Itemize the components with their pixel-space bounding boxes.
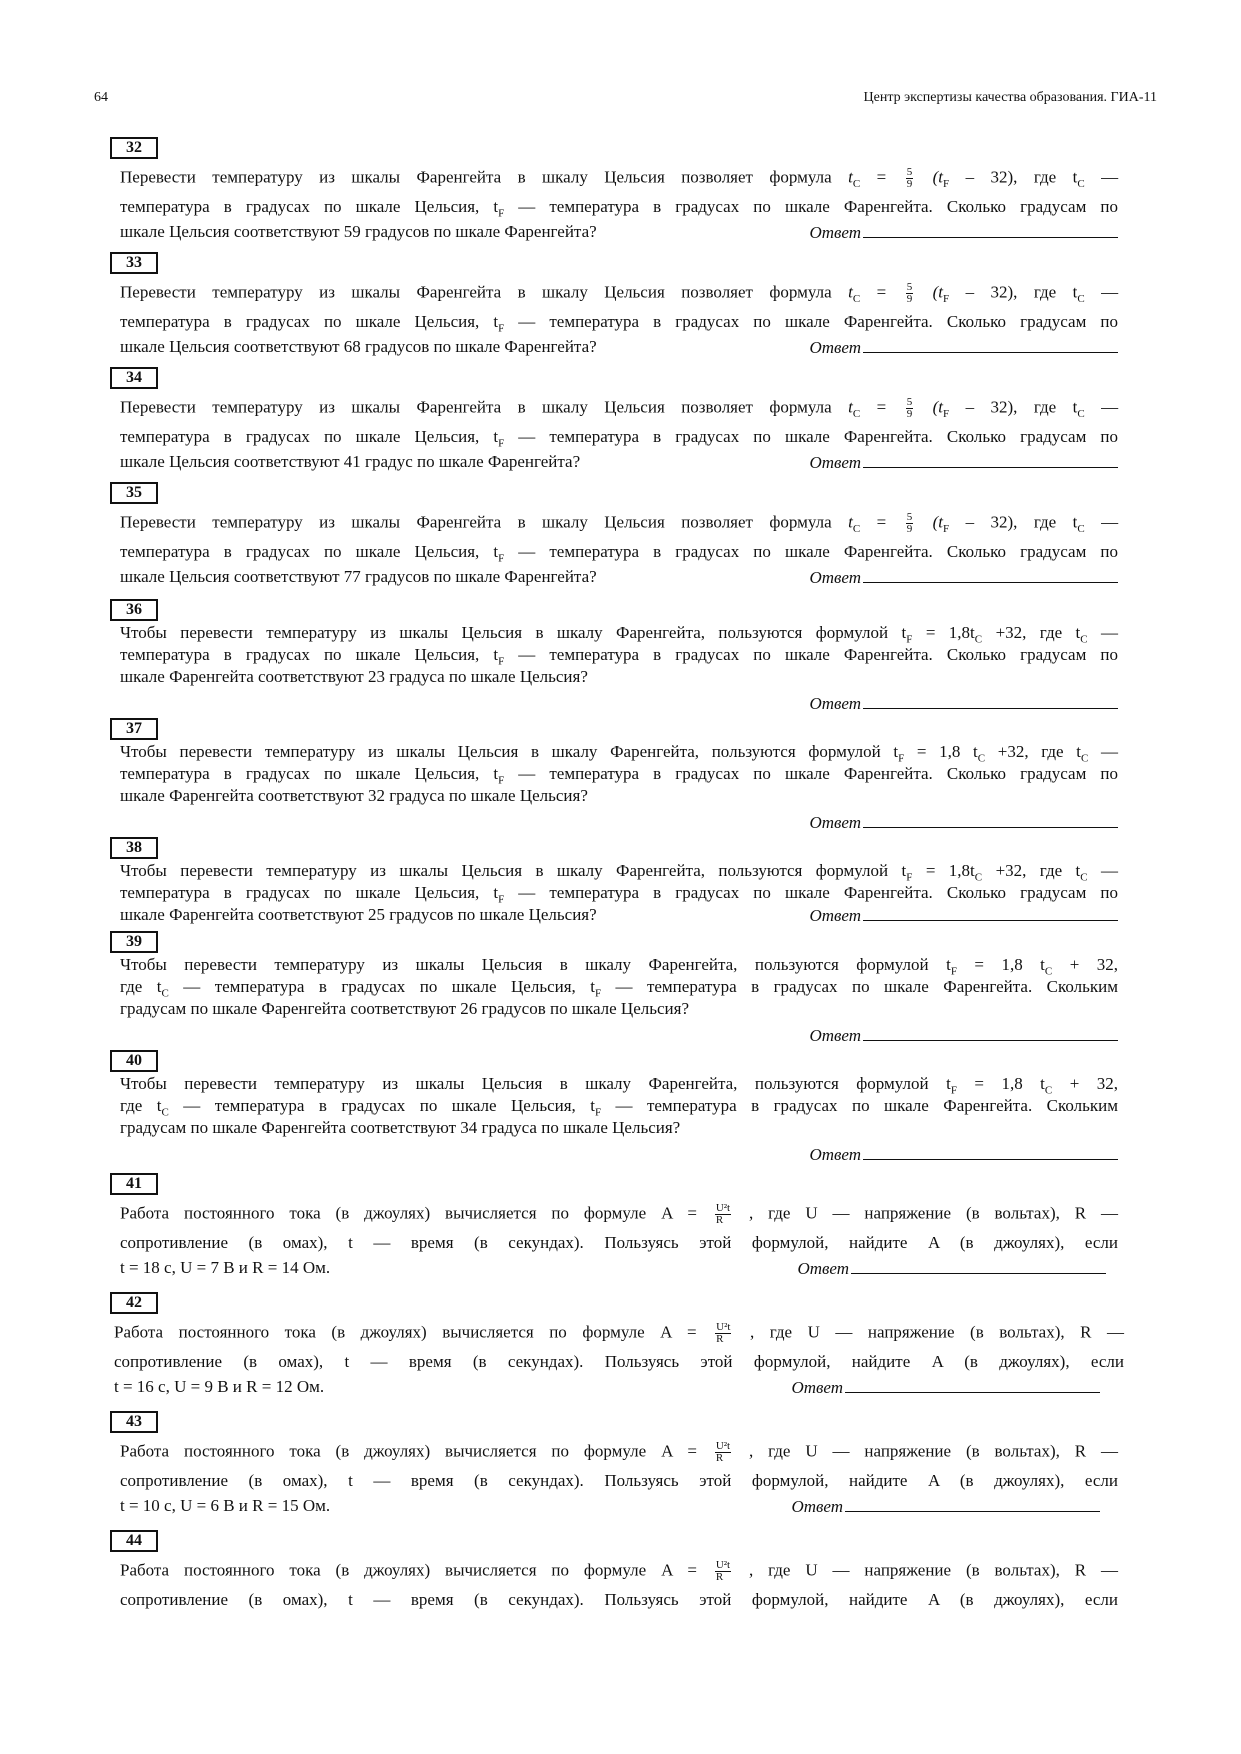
task-40 xyxy=(120,1050,1118,1165)
answer-field[interactable]: Ответ xyxy=(809,812,1118,833)
task-text-line: температура в градусах по шкале Цельсия, $t_F$ — температура в градусах по шкале Фаренгейта. Сколько градусам по xyxy=(120,427,1118,450)
task-text-line: Чтобы перевести температуру из шкалы Цельсия в шкалу Фаренгейта, пользуются формулой $t_F = 1,8$ $t_C + 32$, xyxy=(120,955,1119,978)
task-text-line: сопротивление (в омах), t — время (в секундах). Пользуясь этой формулой, найдите A (в джоулях), если xyxy=(120,1471,1118,1490)
task-number: 38 xyxy=(110,837,158,859)
task-text-line: Работа постоянного тока (в джоулях) вычисляется по формуле A = $\frac{\text{U²t}}{R}$ , где U — напряжение (в вольтах), R — xyxy=(120,1202,1119,1226)
fraction: $\frac{\text{U²t}}{R}$ xyxy=(716,1321,731,1345)
task-39 xyxy=(120,931,1118,1046)
task-text-line: шкале Цельсия соответствуют 68 градусов по шкале Фаренгейта? xyxy=(120,337,597,356)
task-text-line: где $t_C$ — температура в градусах по шкале Цельсия, $t_F$ — температура в градусах по шкале Фаренгейта. Скольким xyxy=(120,977,1119,1000)
task-number: 36 xyxy=(110,599,158,621)
answer-field[interactable]: Ответ xyxy=(797,1258,1106,1279)
answer-field[interactable]: Ответ xyxy=(809,567,1118,588)
task-text-line: где $t_C$ — температура в градусах по шкале Цельсия, $t_F$ — температура в градусах по шкале Фаренгейта. Скольким xyxy=(120,1096,1119,1119)
task-38 xyxy=(120,837,1118,932)
task-text-line: шкале Цельсия соответствуют 59 градусов по шкале Фаренгейта? xyxy=(120,222,597,241)
task-number: 33 xyxy=(110,252,158,274)
task-text-line: Работа постоянного тока (в джоулях) вычисляется по формуле A = $\frac{\text{U²t}}{R}$ , где U — напряжение (в вольтах), R — xyxy=(114,1321,1125,1345)
task-text-line: Перевести температуру из шкалы Фаренгейта в шкалу Цельсия позволяет формула $t_C$ = $\frac{5}{9}$ $(t_F - 32)$, где $t_C$ — xyxy=(120,396,1119,420)
fraction: $\frac{5}{9}$ xyxy=(906,281,913,305)
task-text-line: t = 16 с, U = 9 В и R = 12 Ом. xyxy=(114,1377,325,1396)
task-42 xyxy=(114,1292,1124,1407)
task-34 xyxy=(120,367,1118,477)
task-32 xyxy=(120,137,1118,247)
header-title: Центр экспертизы качества образования. ГИА-11 xyxy=(863,90,1157,105)
task-text-line: шкале Цельсия соответствуют 77 градусов по шкале Фаренгейта? xyxy=(120,567,597,586)
task-number: 34 xyxy=(110,367,158,389)
task-text-line: температура в градусах по шкале Цельсия, $t_F$ — температура в градусах по шкале Фаренгейта. Сколько градусам по xyxy=(120,764,1118,787)
task-text-line: Чтобы перевести температуру из шкалы Цельсия в шкалу Фаренгейта, пользуются формулой $t_F = 1,8$ $t_C +32$, где $t_C$ — xyxy=(120,742,1119,765)
task-text-line: сопротивление (в омах), t — время (в секундах). Пользуясь этой формулой, найдите A (в джоулях), если xyxy=(114,1352,1124,1371)
task-text-line: сопротивление (в омах), t — время (в секундах). Пользуясь этой формулой, найдите A (в джоулях), если xyxy=(120,1590,1118,1609)
page-number: 64 xyxy=(94,90,108,105)
answer-field[interactable]: Ответ xyxy=(809,452,1118,473)
task-text-line: температура в градусах по шкале Цельсия, $t_F$ — температура в градусах по шкале Фаренгейта. Сколько градусам по xyxy=(120,312,1118,335)
task-text-line: шкале Фаренгейта соответствуют 32 градуса по шкале Цельсия? xyxy=(120,786,588,805)
page-header xyxy=(94,90,1157,110)
task-text-line: Перевести температуру из шкалы Фаренгейта в шкалу Цельсия позволяет формула $t_C$ = $\frac{5}{9}$ $(t_F - 32)$, где $t_C$ — xyxy=(120,166,1119,190)
task-43 xyxy=(120,1411,1118,1526)
task-36 xyxy=(120,599,1118,714)
task-text-line: температура в градусах по шкале Цельсия, $t_F$ — температура в градусах по шкале Фаренгейта. Сколько градусам по xyxy=(120,542,1118,565)
task-text-line: шкале Фаренгейта соответствуют 25 градусов по шкале Цельсия? xyxy=(120,905,597,924)
answer-field[interactable]: Ответ xyxy=(809,337,1118,358)
task-number: 43 xyxy=(110,1411,158,1433)
task-number: 39 xyxy=(110,931,158,953)
task-text-line: Перевести температуру из шкалы Фаренгейта в шкалу Цельсия позволяет формула $t_C$ = $\frac{5}{9}$ $(t_F - 32)$, где $t_C$ — xyxy=(120,281,1119,305)
task-number: 40 xyxy=(110,1050,158,1072)
task-number: 35 xyxy=(110,482,158,504)
task-text-line: градусам по шкале Фаренгейта соответствуют 34 градуса по шкале Цельсия? xyxy=(120,1118,681,1137)
answer-field[interactable]: Ответ xyxy=(809,1025,1118,1046)
answer-field[interactable]: Ответ xyxy=(809,222,1118,243)
task-37 xyxy=(120,718,1118,833)
fraction: $\frac{\text{U²t}}{R}$ xyxy=(715,1440,731,1464)
task-text-line: сопротивление (в омах), t — время (в секундах). Пользуясь этой формулой, найдите A (в джоулях), если xyxy=(120,1233,1118,1252)
task-number: 32 xyxy=(110,137,158,159)
task-41 xyxy=(120,1173,1118,1288)
task-44 xyxy=(120,1530,1118,1620)
task-number: 44 xyxy=(110,1530,158,1552)
answer-field[interactable]: Ответ xyxy=(809,905,1118,926)
task-text-line: температура в градусах по шкале Цельсия, $t_F$ — температура в градусах по шкале Фаренгейта. Сколько градусам по xyxy=(120,883,1118,906)
task-text-line: t = 18 с, U = 7 В и R = 14 Ом. xyxy=(120,1258,331,1277)
answer-field[interactable]: Ответ xyxy=(809,1144,1118,1165)
task-text-line: температура в градусах по шкале Цельсия, $t_F$ — температура в градусах по шкале Фаренгейта. Сколько градусам по xyxy=(120,197,1118,220)
task-text-line: градусам по шкале Фаренгейта соответствуют 26 градусов по шкале Цельсия? xyxy=(120,999,689,1018)
task-text-line: шкале Цельсия соответствуют 41 градус по шкале Фаренгейта? xyxy=(120,452,581,471)
task-number: 41 xyxy=(110,1173,158,1195)
answer-field[interactable]: Ответ xyxy=(791,1496,1100,1517)
task-text-line: Работа постоянного тока (в джоулях) вычисляется по формуле A = $\frac{\text{U²t}}{R}$ , где U — напряжение (в вольтах), R — xyxy=(120,1559,1119,1583)
task-text-line: температура в градусах по шкале Цельсия, $t_F$ — температура в градусах по шкале Фаренгейта. Сколько градусам по xyxy=(120,645,1118,668)
task-text-line: Чтобы перевести температуру из шкалы Цельсия в шкалу Фаренгейта, пользуются формулой $t_F = 1,8t_C +32$, где $t_C$ — xyxy=(120,623,1119,646)
answer-field[interactable]: Ответ xyxy=(809,693,1118,714)
fraction: $\frac{5}{9}$ xyxy=(906,511,913,535)
task-number: 37 xyxy=(110,718,158,740)
fraction: $\frac{\text{U²t}}{R}$ xyxy=(715,1202,731,1226)
task-text-line: Чтобы перевести температуру из шкалы Цельсия в шкалу Фаренгейта, пользуются формулой $t_F = 1,8$ $t_C + 32$, xyxy=(120,1074,1119,1097)
task-text-line: Работа постоянного тока (в джоулях) вычисляется по формуле A = $\frac{\text{U²t}}{R}$ , где U — напряжение (в вольтах), R — xyxy=(120,1440,1119,1464)
task-text-line: шкале Фаренгейта соответствуют 23 градуса по шкале Цельсия? xyxy=(120,667,588,686)
task-text-line: Чтобы перевести температуру из шкалы Цельсия в шкалу Фаренгейта, пользуются формулой $t_F = 1,8t_C +32$, где $t_C$ — xyxy=(120,861,1119,884)
fraction: $\frac{\text{U²t}}{R}$ xyxy=(715,1559,731,1583)
task-text-line: Перевести температуру из шкалы Фаренгейта в шкалу Цельсия позволяет формула $t_C$ = $\frac{5}{9}$ $(t_F - 32)$, где $t_C$ — xyxy=(120,511,1119,535)
task-33 xyxy=(120,252,1118,362)
task-text-line: t = 10 с, U = 6 В и R = 15 Ом. xyxy=(120,1496,331,1515)
task-number: 42 xyxy=(110,1292,158,1314)
fraction: $\frac{5}{9}$ xyxy=(906,396,913,420)
task-35 xyxy=(120,482,1118,592)
fraction: $\frac{5}{9}$ xyxy=(906,166,913,190)
answer-field[interactable]: Ответ xyxy=(791,1377,1100,1398)
